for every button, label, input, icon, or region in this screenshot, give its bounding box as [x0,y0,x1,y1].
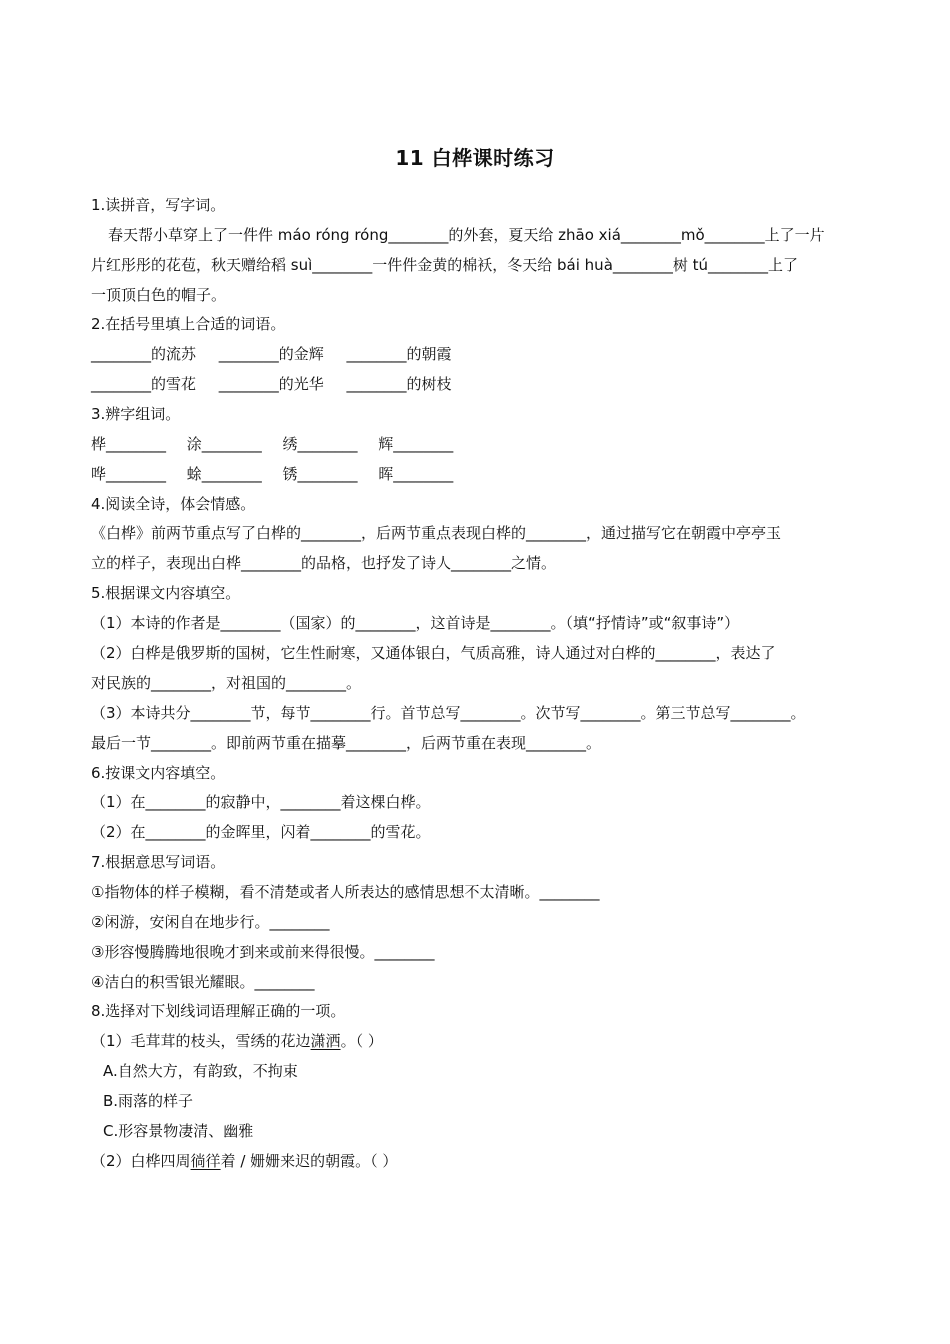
question-8-part-2 [91,1151,870,1171]
question-1-text-line-3: 一顶顶白色的帽子。 [91,286,227,304]
question-2-row-1: ________的流苏 ________的金辉 ________的朝霞 [91,345,452,363]
question-6-part-1: （1）在________的寂静中，________着这棵白桦。 [91,793,431,811]
question-8-option-c: C.形容景物凄清、幽雅 [103,1122,254,1140]
question-2-row-2: ________的雪花 ________的光华 ________的树枝 [91,375,452,393]
question-5-part-3-line-2: 最后一节________。即前两节重在描摹________，后两节重在表现________。 [91,734,602,752]
question-3-row-1: 桦________ 涂________ 绣________ 辉________ [91,435,454,453]
question-5-part-3-line-1: （3）本诗共分________节，每节________行。首节总写________。次节写________。第三节总写________。 [91,704,806,722]
question-3-row-2: 哗________ 蜍________ 锈________ 晖________ [91,465,454,483]
question-8-part-2-underlined-word: 徜徉 [190,1152,221,1170]
question-4-heading: 4.阅读全诗，体会情感。 [91,495,256,513]
question-5-part-2-line-2: 对民族的________，对祖国的________。 [91,674,362,692]
question-4-text-line-2: 立的样子，表现出白桦________的品格，也抒发了诗人________之情。 [91,554,557,572]
page-title: 11 白桦课时练习 [395,146,555,170]
question-4-text-line-1: 《白桦》前两节重点写了白桦的________，后两节重点表现白桦的________，通过描写它在朝霞中亭亭玉 [91,524,782,542]
question-8-option-b: B.雨落的样子 [103,1092,194,1110]
question-7-item-2: ②闲游，安闲自在地步行。________ [91,913,330,931]
question-7-item-1: ①指物体的样子模糊，看不清楚或者人所表达的感情思想不太清晰。________ [91,883,600,901]
question-5-part-2-line-1: （2）白桦是俄罗斯的国树，它生性耐寒，又通体银白，气质高雅，诗人通过对白桦的________，表达了 [91,644,776,662]
question-2-heading: 2.在括号里填上合适的词语。 [91,315,286,333]
question-8-heading: 8.选择对下划线词语理解正确的一项。 [91,1002,346,1020]
question-7-item-4: ④洁白的积雪银光耀眼。________ [91,973,315,991]
question-6-heading: 6.按课文内容填空。 [91,764,226,782]
question-3-heading: 3.辨字组词。 [91,405,181,423]
question-5-heading: 5.根据课文内容填空。 [91,584,241,602]
question-1-text-line-2: 片红彤彤的花苞，秋天赠给稻 suì________一件件金黄的棉袄，冬天给 bái huà________树 tú________上了 [91,256,799,274]
question-8-option-a: A.自然大方，有韵致，不拘束 [103,1062,298,1080]
question-6-part-2: （2）在________的金晖里，闪着________的雪花。 [91,823,431,841]
question-7-heading: 7.根据意思写词语。 [91,853,226,871]
question-8-part-1 [91,1031,870,1051]
question-1-heading: 1.读拼音，写字词。 [91,196,226,214]
question-7-item-3: ③形容慢腾腾地很晚才到来或前来得很慢。________ [91,943,435,961]
question-8-part-2-after: 着 / 姗姗来迟的朝霞。（ ） [220,1152,398,1170]
question-8-part-1-after: 。（ ） [340,1032,383,1050]
question-8-part-1-before: （1）毛茸茸的枝头，雪绣的花边 [91,1032,311,1050]
question-1-text-line-1: 春天帮小草穿上了一件件 máo róng róng________的外套，夏天给 zhāo xiá________mǒ________上了一片 [108,226,825,244]
question-8-part-2-before: （2）白桦四周 [91,1152,191,1170]
question-5-part-1: （1）本诗的作者是________（国家）的________，这首诗是________。（填“抒情诗”或“叙事诗”） [91,614,740,632]
question-8-part-1-underlined-word: 潇洒 [310,1032,341,1050]
